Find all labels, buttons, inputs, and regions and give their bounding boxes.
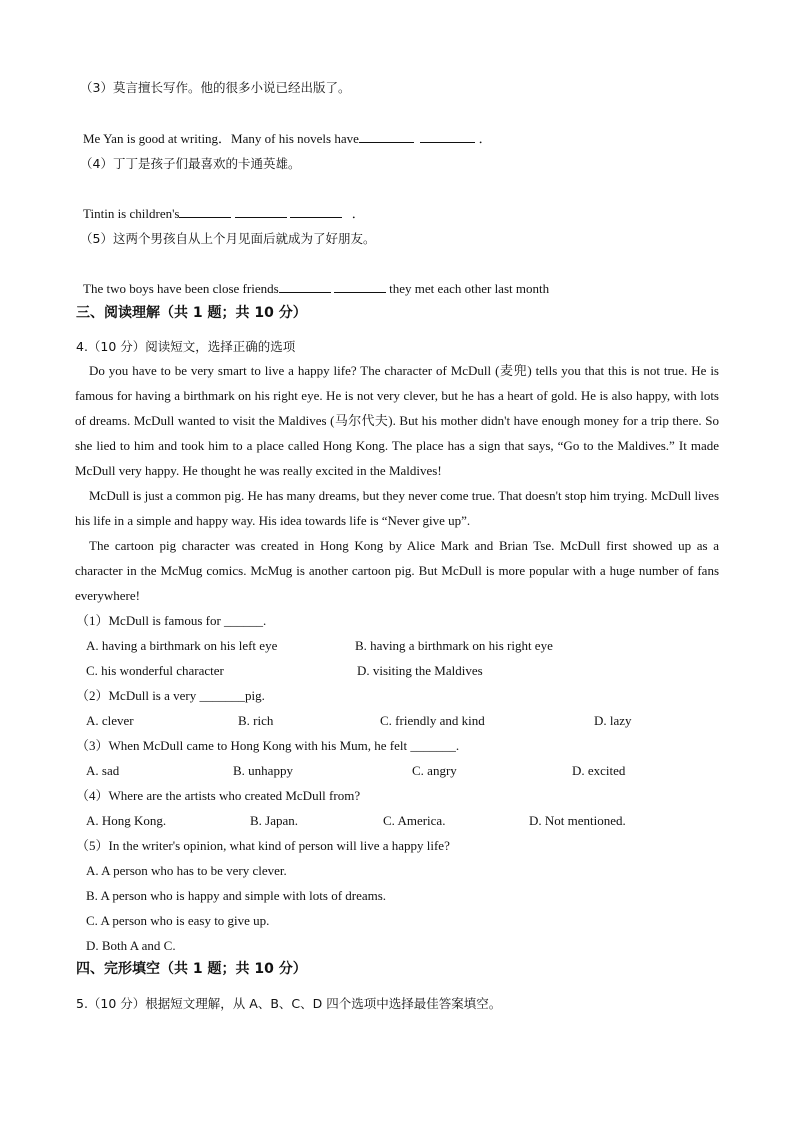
section-heading-cloze: 四、完形填空（共 1 题；共 10 分）	[76, 961, 307, 977]
q3-sentence-end: ．	[478, 131, 492, 146]
answer-option[interactable]: B. unhappy	[233, 763, 293, 778]
answer-blank[interactable]	[279, 280, 331, 293]
answer-blank[interactable]	[290, 205, 342, 218]
cloze-question-intro: 5.（10 分）根据短文理解，从 A、B、C、D 四个选项中选择最佳答案填空。	[76, 996, 502, 1011]
reading-paragraph: McDull is just a common pig. He has many dreams, but they never come true. That doesn't stop him trying. McDull lives his life in a simple and happy way. His idea towards life is “Never give up”.	[75, 488, 719, 528]
reading-question-stem: （3）When McDull came to Hong Kong with his Mum, he felt _______.	[76, 738, 460, 753]
q3-english-sentence	[83, 130, 492, 148]
answer-option[interactable]: C. angry	[412, 763, 457, 778]
answer-option[interactable]: A. Hong Kong.	[86, 813, 167, 828]
answer-option[interactable]: C. A person who is easy to give up.	[86, 913, 270, 928]
answer-blank[interactable]	[359, 130, 414, 143]
answer-option[interactable]: B. having a birthmark on his right eye	[355, 638, 553, 653]
answer-option[interactable]: D. Both A and C.	[86, 938, 176, 953]
reading-question-stem: （4）Where are the artists who created McDull from?	[76, 788, 361, 803]
reading-paragraph: Do you have to be very smart to live a happy life? The character of McDull (麦兜) tells you that this is not true. He is famous for having a birthmark on his right eye. He is not very clever, but he has a heart of gold. He is also happy, with lots of dreams. McDull wanted to visit the Maldives (马尔代夫). But his mother didn't have enough money for a trip there. So she lied to him and took him to a place called Hong Kong. The place has a sign that says, “Go to the Maldives.” It made McDull very happy. He thought he was really excited in the Maldives!	[75, 363, 719, 478]
answer-blank[interactable]	[334, 280, 386, 293]
answer-option[interactable]: D. visiting the Maldives	[357, 663, 483, 678]
answer-option[interactable]: B. A person who is happy and simple with lots of dreams.	[86, 888, 387, 903]
q4-english-sentence	[83, 205, 365, 223]
q5-english-text: The two boys have been close friends	[83, 281, 279, 296]
answer-option[interactable]: A. sad	[86, 763, 120, 778]
q4-sentence-end: ．	[351, 206, 365, 221]
q5-chinese-sentence: （5）这两个男孩自从上个月见面后就成为了好朋友。	[80, 231, 376, 246]
answer-blank[interactable]	[179, 205, 231, 218]
q5-english-text-end: they met each other last month	[389, 281, 550, 296]
reading-question-stem: （5）In the writer's opinion, what kind of person will live a happy life?	[76, 838, 450, 853]
q3-chinese-sentence: （3）莫言擅长写作。他的很多小说已经出版了。	[80, 80, 351, 95]
reading-question-stem: （1）McDull is famous for ______.	[76, 613, 267, 628]
answer-option[interactable]: A. A person who has to be very clever.	[86, 863, 287, 878]
answer-option[interactable]: C. his wonderful character	[86, 663, 224, 678]
answer-option[interactable]: A. having a birthmark on his left eye	[86, 638, 278, 653]
answer-option[interactable]: D. lazy	[594, 713, 632, 728]
answer-option[interactable]: C. America.	[383, 813, 446, 828]
answer-blank[interactable]	[235, 205, 287, 218]
answer-option[interactable]: D. Not mentioned.	[529, 813, 626, 828]
answer-option[interactable]: C. friendly and kind	[380, 713, 485, 728]
q5-english-sentence	[83, 280, 549, 298]
answer-option[interactable]: D. excited	[572, 763, 626, 778]
section-heading-reading: 三、阅读理解（共 1 题；共 10 分）	[76, 305, 307, 321]
q4-chinese-sentence: （4）丁丁是孩子们最喜欢的卡通英雄。	[80, 156, 301, 171]
answer-option[interactable]: A. clever	[86, 713, 134, 728]
answer-option[interactable]: B. Japan.	[250, 813, 299, 828]
answer-option[interactable]: B. rich	[238, 713, 274, 728]
q3-english-text: Me Yan is good at writing．Many of his novels have	[83, 131, 359, 146]
q4-english-text: Tintin is children's	[83, 206, 180, 221]
answer-blank[interactable]	[420, 130, 475, 143]
reading-question-intro: 4.（10 分）阅读短文，选择正确的选项	[76, 339, 296, 354]
reading-question-stem: （2）McDull is a very _______pig.	[76, 688, 265, 703]
reading-paragraph: The cartoon pig character was created in Hong Kong by Alice Mark and Brian Tse. McDull first showed up as a character in the McMug comics. McMug is another cartoon pig. But McDull is more popular with a huge number of fans everywhere!	[75, 538, 719, 603]
